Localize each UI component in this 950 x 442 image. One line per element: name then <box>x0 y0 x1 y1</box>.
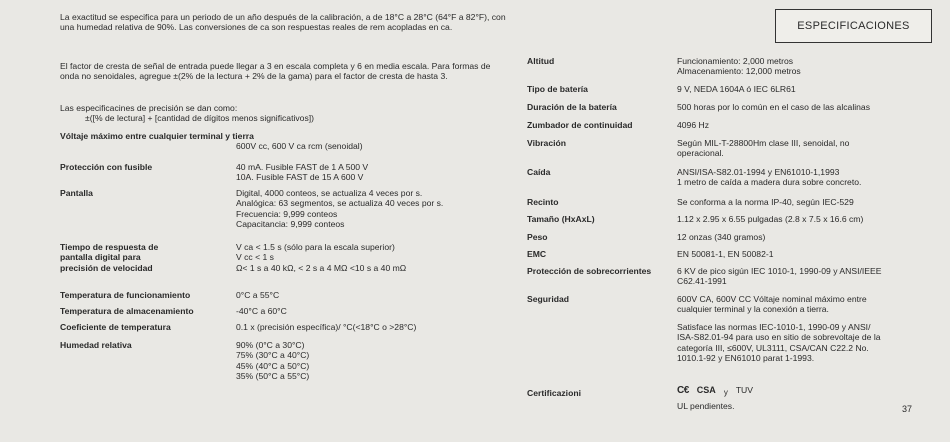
intro-text: Las especificacines de precisión se dan como: <box>60 103 238 113</box>
section-title-box <box>775 9 932 43</box>
left-value-line: Capacitancia: 9,999 conteos <box>236 218 345 229</box>
left-label <box>60 290 190 300</box>
right-value-line: 600V CA, 600V CC Vóltaje nominal máximo entre <box>677 294 867 304</box>
section-title: ESPECIFICACIONES <box>797 19 910 32</box>
right-value-line: categoría III, ≤600V, UL3111, CSA/CAN C22.2 No. <box>677 342 869 353</box>
intro-text: La exactitud se especifica para un periodo de un año después de la calibración, a de 18°C a 28°C (64°F a 82°F), con una humedad relativa de 90%. Las conversiones de ca son respuestas reales de rem acopladas en ca. <box>60 12 506 33</box>
right-label-line: Vibración <box>527 138 567 148</box>
right-label-line: Certificazioni <box>527 388 581 398</box>
right-value-line: Se conforma a la norma IP-40, según IEC-529 <box>677 197 854 207</box>
right-value-line: Satisface las normas IEC-1010-1, 1990-09 y ANSI/ <box>677 322 871 332</box>
right-value-line: operacional. <box>677 148 724 159</box>
right-value <box>677 197 854 207</box>
right-value-line: 1 metro de caída a madera dura sobre concreto. <box>677 177 862 188</box>
right-label-line: Duración de la batería <box>527 102 617 112</box>
right-label <box>527 84 588 94</box>
right-label <box>527 167 550 177</box>
left-value-line: 90% (0°C a 30°C) <box>236 340 305 350</box>
left-label-line: Temperatura de funcionamiento <box>60 290 191 300</box>
left-label-line: Tiempo de respuesta de <box>60 242 159 252</box>
left-label <box>60 162 152 172</box>
right-value <box>677 167 861 188</box>
and-text: y <box>723 388 728 397</box>
intro-paragraph-3 <box>60 103 510 124</box>
left-value-line: 0.1 x (precisión específica)/ °C(<18°C o >28°C) <box>236 322 417 332</box>
left-value-line: 0°C a 55°C <box>236 290 280 300</box>
right-label <box>527 266 651 276</box>
left-value <box>236 322 416 332</box>
right-value-line: 6 KV de pico sigún IEC 1010-1, 1990-09 y ANSI/IEEE <box>677 266 882 276</box>
left-value-line: 40 mA. Fusible FAST de 1 A 500 V <box>236 162 369 172</box>
left-value <box>236 306 287 316</box>
right-value-line: ANSI/ISA-S82.01-1994 y EN61010-1,1993 <box>677 167 840 177</box>
ce-mark: C€ <box>677 385 689 396</box>
right-value-line: Según MIL-T-28800Hm clase III, senoidal, no <box>677 138 850 148</box>
right-label-line: Seguridad <box>527 294 570 304</box>
left-label-line: pantalla digital para <box>60 252 141 263</box>
accuracy-formula: ±([% de lectura] + [cantidad de dígitos menos significativos]) <box>85 113 314 124</box>
left-label <box>60 131 254 141</box>
right-label <box>527 138 566 148</box>
left-label <box>60 188 93 198</box>
left-label-line: precisión de velocidad <box>60 262 153 273</box>
right-value <box>677 138 849 159</box>
right-label-line: Peso <box>527 232 548 242</box>
left-value-line: Ω< 1 s a 40 kΩ, < 2 s a 4 MΩ <10 s a 40 mΩ <box>236 262 407 273</box>
left-value-line: 600V cc, 600 V ca rcm (senoidal) <box>236 141 363 151</box>
page-number: 37 <box>902 404 913 414</box>
right-value-line: cualquier terminal y la conexión a tierra. <box>677 304 829 315</box>
right-value-line: Almacenamiento: 12,000 metros <box>677 66 801 77</box>
left-value <box>236 162 368 183</box>
right-label-line: Zumbador de continuidad <box>527 120 633 130</box>
right-label <box>527 197 559 207</box>
right-label <box>527 388 581 398</box>
left-label <box>60 306 194 316</box>
right-label-line: Tipo de batería <box>527 84 588 94</box>
left-label <box>60 242 158 273</box>
left-value-line: Frecuencia: 9,999 conteos <box>236 208 338 219</box>
right-value-line: EN 50081-1, EN 50082-1 <box>677 249 774 259</box>
left-value-line: 35% (50°C a 55°C) <box>236 370 310 381</box>
left-label <box>60 340 132 350</box>
left-value-line: V ca < 1.5 s (sólo para la escala superior) <box>236 242 395 252</box>
right-label-line: Tamaño (HxAxL) <box>527 214 595 224</box>
right-label-line: Protección de sobrecorrientes <box>527 266 652 276</box>
left-label-line: Humedad relativa <box>60 340 132 350</box>
right-value-line: 1010.1-92 y EN61010 parat 1-1993. <box>677 352 815 363</box>
left-value-line: 10A. Fusible FAST de 15 A 600 V <box>236 172 364 183</box>
left-value <box>236 141 363 151</box>
right-value-line: 9 V, NEDA 1604A ó IEC 6LR61 <box>677 84 796 94</box>
left-value <box>236 340 309 381</box>
left-value-line: V cc < 1 s <box>236 252 274 263</box>
intro-text: El factor de cresta de señal de entrada puede llegar a 3 en escala completa y 6 en media escala. Para formas de onda no senoidales, agregue ±(2% de la lectura + 2% de la gama) para el factor de cresta de hasta 3. <box>60 61 491 82</box>
left-label-line: Temperatura de almacenamiento <box>60 306 194 316</box>
right-value-line: 500 horas por lo común en el caso de las alcalinas <box>677 102 870 112</box>
right-value <box>677 214 863 224</box>
intro-paragraph-2 <box>60 61 510 88</box>
right-label <box>527 232 548 242</box>
right-label-line: Altitud <box>527 56 555 66</box>
right-label <box>527 214 595 224</box>
left-value <box>236 242 406 273</box>
right-value-line: Funcionamiento: 2,000 metros <box>677 56 794 66</box>
right-label <box>527 102 617 112</box>
right-label <box>527 294 569 304</box>
left-value-line: Analógica: 63 segmentos, se actualiza 40 veces por s. <box>236 198 444 209</box>
tuv-mark: TUV <box>735 385 753 395</box>
right-value-line: ISA-S82.01-94 para uso en sitio de sobrevoltaje de la <box>677 332 881 343</box>
right-value <box>677 266 881 287</box>
left-label-line: Coeficiente de temperatura <box>60 322 171 332</box>
left-value-line: 45% (40°C a 50°C) <box>236 360 310 371</box>
left-value <box>236 290 279 300</box>
left-value <box>236 188 443 229</box>
right-label <box>527 120 633 130</box>
right-value <box>677 249 774 259</box>
left-label-line: Vóltaje máximo entre cualquier terminal y tierra <box>60 131 254 141</box>
left-value-line: 75% (30°C a 40°C) <box>236 350 310 361</box>
left-label <box>60 322 171 332</box>
intro-paragraph-1 <box>60 12 510 39</box>
right-label <box>527 56 554 66</box>
csa-mark: CSA <box>696 385 716 395</box>
right-value-line: 4096 Hz <box>677 120 710 130</box>
ul-pending: UL pendientes. <box>677 401 735 412</box>
left-value-line: -40°C a 60°C <box>236 306 287 316</box>
right-label-line: EMC <box>527 249 547 259</box>
right-value-line: C62.41-1991 <box>677 276 727 287</box>
left-value-line: Digital, 4000 conteos, se actualiza 4 veces por s. <box>236 188 423 198</box>
left-label-line: Pantalla <box>60 188 93 198</box>
right-value <box>677 294 867 315</box>
right-label-line: Caída <box>527 167 551 177</box>
left-label-line: Protección con fusible <box>60 162 153 172</box>
right-value-line: 1.12 x 2.95 x 6.55 pulgadas (2.8 x 7.5 x 16.6 cm) <box>677 214 864 224</box>
right-label <box>527 249 546 259</box>
right-value <box>677 56 801 77</box>
right-value <box>677 232 765 242</box>
right-value <box>677 322 881 363</box>
right-label-line: Recinto <box>527 197 559 207</box>
right-value <box>677 84 796 94</box>
certification-marks <box>677 385 753 412</box>
right-value <box>677 102 870 112</box>
right-value-line: 12 onzas (340 gramos) <box>677 232 766 242</box>
right-value <box>677 120 709 130</box>
